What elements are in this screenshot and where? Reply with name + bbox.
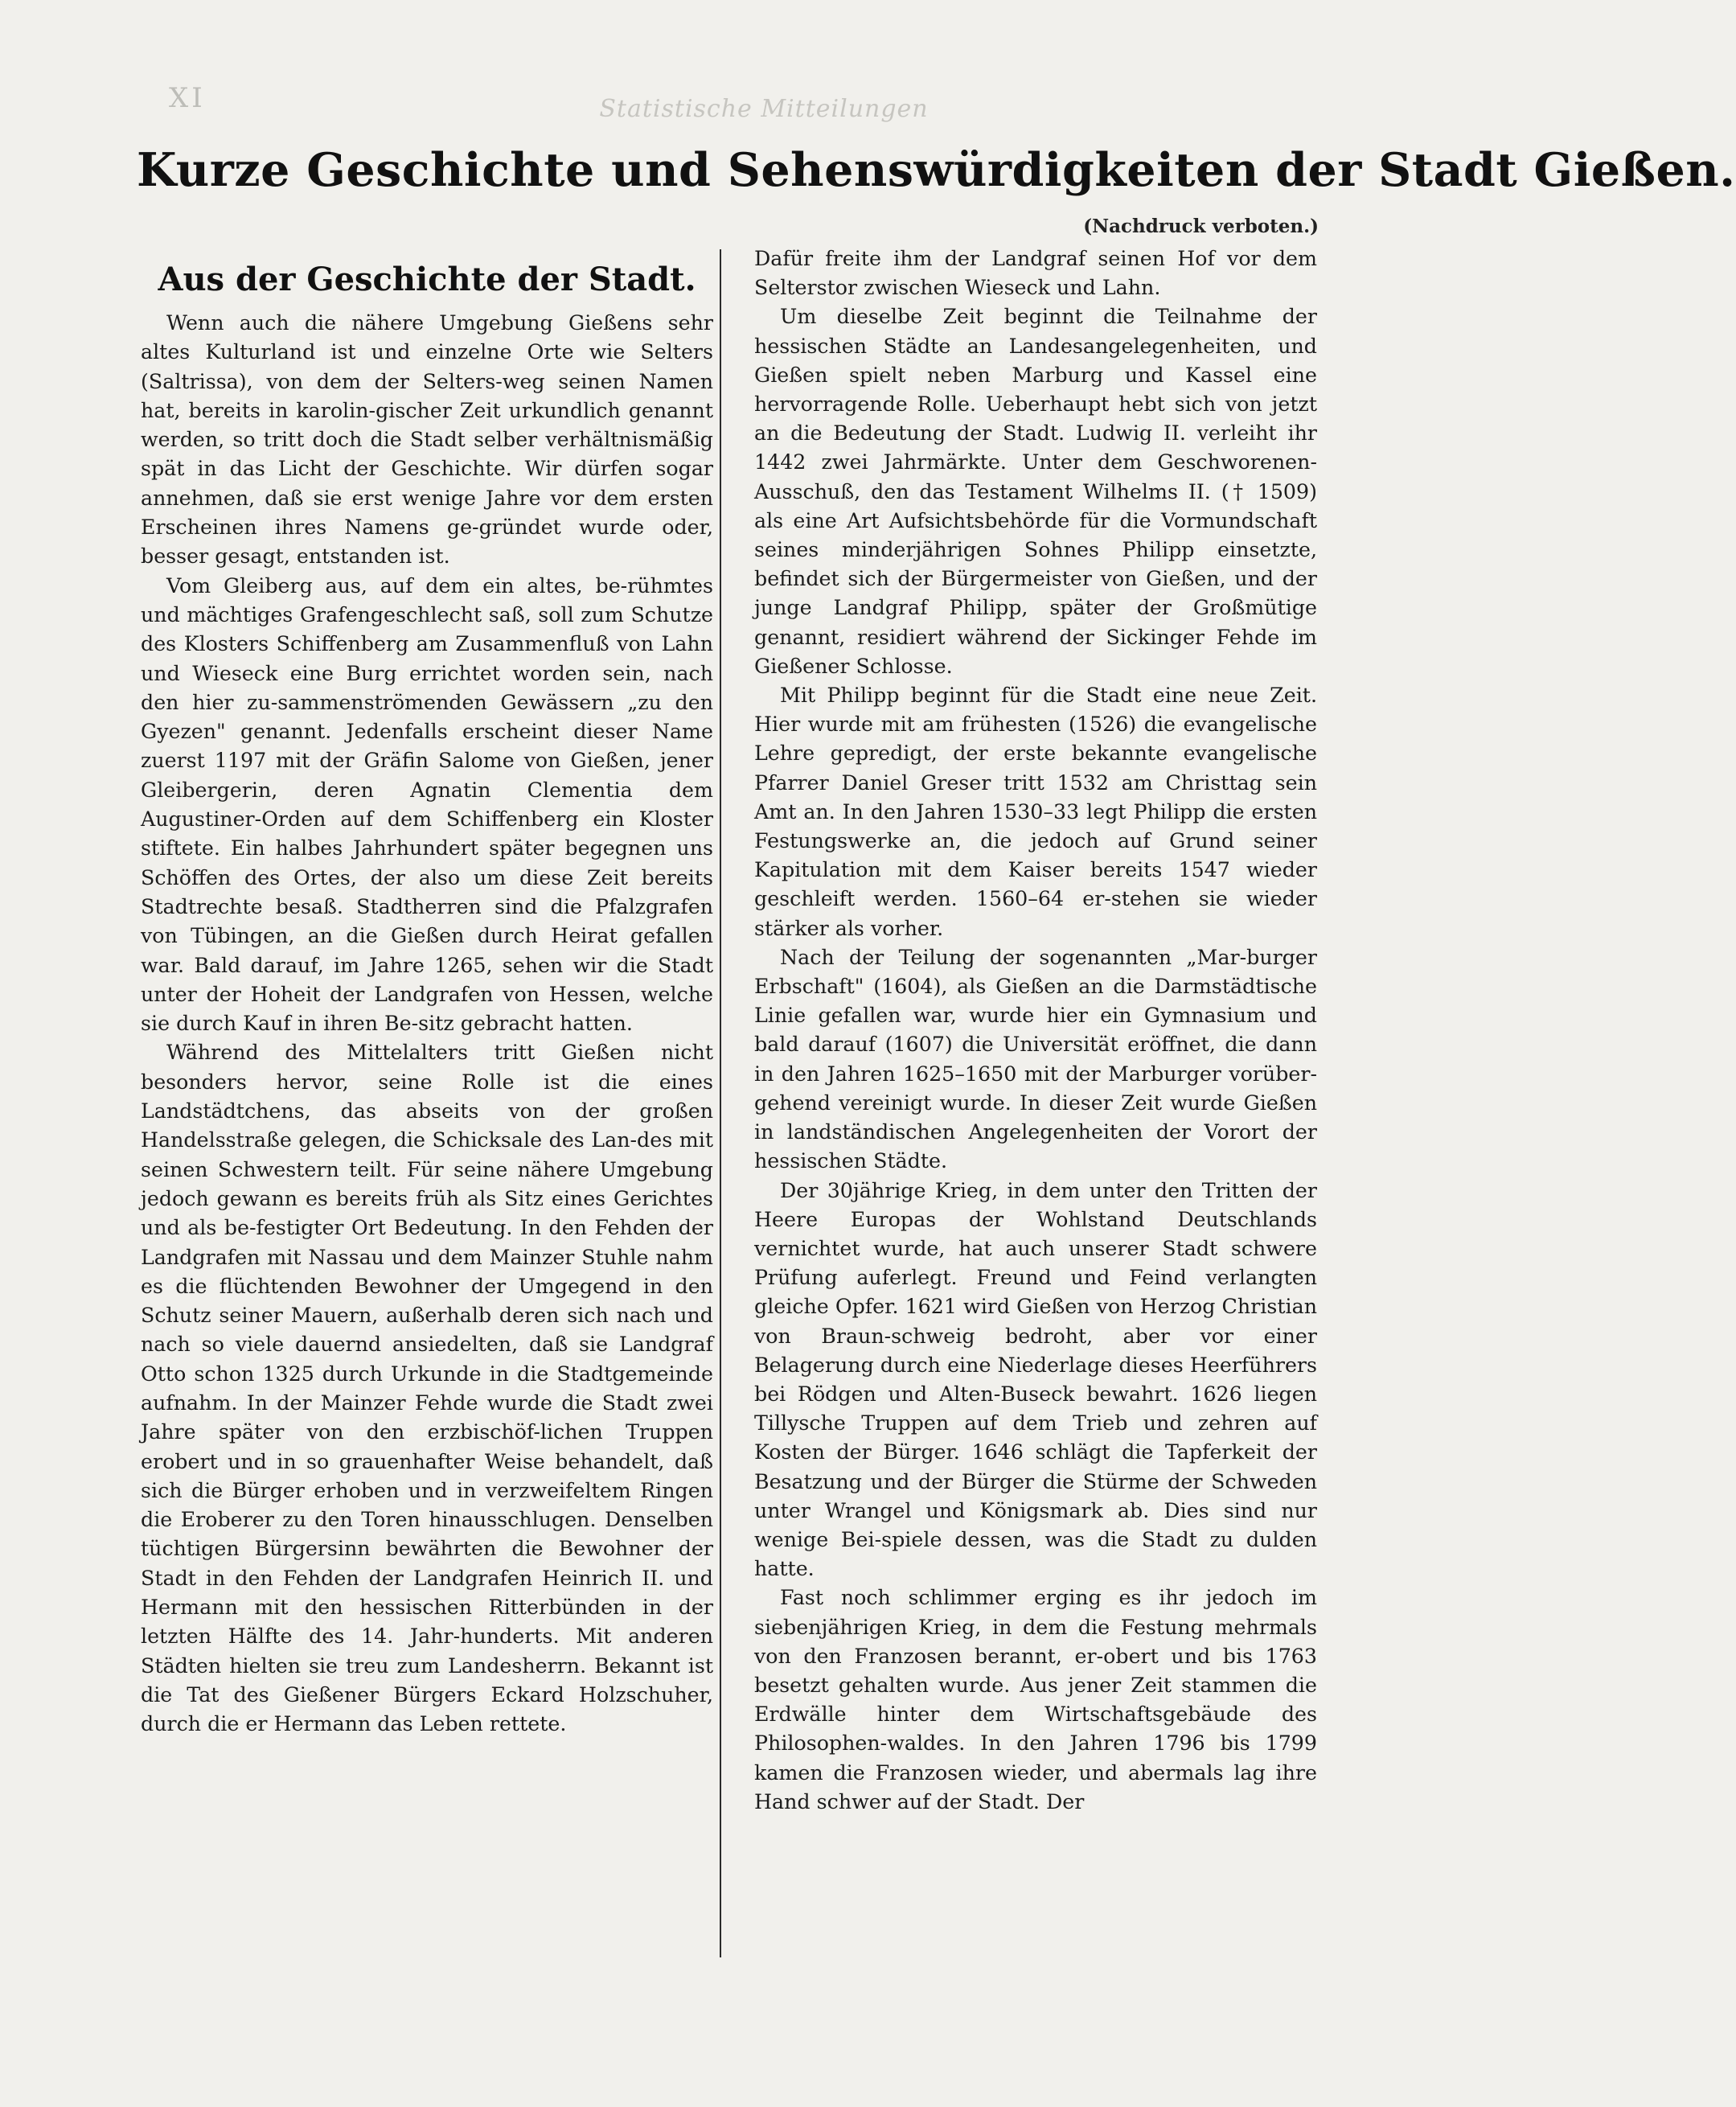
paragraph: Um dieselbe Zeit beginnt die Teilnahme der hessischen Städte an Landesangelegenheiten, und Gießen spielt neben Marburg und Kassel eine hervorragende Rolle. Ueberhaupt hebt sich von jetzt an die Bedeutung der Stadt. Ludwig II. verleiht ihr 1442 zwei Jahrmärkte. Unter dem Geschworenen-Ausschuß, den das Testament Wilhelms II. († 1509) als eine Art Aufsichtsbehörde für die Vormundschaft seines minderjährigen Sohnes Philipp einsetzte, befindet sich der Bürgermeister von Gießen, und der junge Landgraf Philipp, später der Großmütige genannt, residiert während der Sickinger Fehde im Gießener Schlosse.	[754, 305, 1317, 678]
left-column	[141, 256, 713, 1739]
paragraph: Dafür freite ihm der Landgraf seinen Hof vor dem Selterstor zwischen Wieseck und Lahn.	[754, 247, 1317, 300]
reprint-note: (Nachdruck verboten.)	[1083, 216, 1319, 237]
paragraph: Vom Gleiberg aus, auf dem ein altes, be-rühmtes und mächtiges Grafengeschlecht saß, soll zum Schutze des Klosters Schiffenberg am Zusammenfluß von Lahn und Wieseck eine Burg errichtet worden sein, nach den hier zu-sammenströmenden Gewässern „zu den Gyezen" genannt. Jedenfalls erscheint dieser Name zuerst 1197 mit der Gräfin Salome von Gießen, jener Gleibergerin, deren Agnatin Clementia dem Augustiner-Orden auf dem Schiffenberg ein Kloster stiftete. Ein halbes Jahrhundert später begegnen uns Schöffen des Ortes, der also um diese Zeit bereits Stadtrechte besaß. Stadtherren sind die Pfalzgrafen von Tübingen, an die Gießen durch Heirat gefallen war. Bald darauf, im Jahre 1265, sehen wir die Stadt unter der Hoheit der Landgrafen von Hessen, welche sie durch Kauf in ihren Be-sitz gebracht hatten.	[141, 573, 713, 1036]
paragraph: Der 30jährige Krieg, in dem unter den Tritten der Heere Europas der Wohlstand Deutschlands vernichtet wurde, hat auch unserer Stadt schwere Prüfung auferlegt. Freund und Feind verlangten gleiche Opfer. 1621 wird Gießen von Herzog Christian von Braun-schweig bedroht, aber vor einer Belagerung durch eine Niederlage dieses Heerführers bei Rödgen und Alten-Buseck bewahrt. 1626 liegen Tillysche Truppen auf dem Trieb und zehren auf Kosten der Bürger. 1646 schlägt die Tapferkeit der Besatzung und der Bürger die Stürme der Schweden unter Wrangel und Königsmark ab. Dies sind nur wenige Bei-spiele dessen, was die Stadt zu dulden hatte.	[754, 1178, 1317, 1581]
paragraph: Während des Mittelalters tritt Gießen nicht besonders hervor, seine Rolle ist die eines Landstädtchens, das abseits von der großen Handelsstraße gelegen, die Schicksale des Lan-des mit seinen Schwestern teilt. Für seine nähere Umgebung jedoch gewann es bereits früh als Sitz eines Gerichtes und als be-festigter Ort Bedeutung. In den Fehden der Landgrafen mit Nassau und dem Mainzer Stuhle nahm es die flüchtenden Bewohner der Umgegend in den Schutz seiner Mauern, außerhalb deren sich nach und nach so viele dauernd ansiedelten, daß sie Landgraf Otto schon 1325 durch Urkunde in die Stadtgemeinde aufnahm. In der Mainzer Fehde wurde die Stadt zwei Jahre später von den erzbischöf-lichen Truppen erobert und in so grauenhafter Weise behandelt, daß sich die Bürger erhoben und in verzweifeltem Ringen die Eroberer zu den Toren hinausschlugen. Denselben tüchtigen Bürgersinn bewährten die Bewohner der Stadt in den Fehden der Landgrafen Heinrich II. und Hermann mit den hessischen Ritterbünden in der letzten Hälfte des 14. Jahr-hunderts. Mit anderen Städten hielten sie treu zum Landesherrn. Bekannt ist die Tat des Gießener Bürgers Eckard Holzschuher, durch die er Hermann das Leben rettete.	[141, 1041, 713, 1736]
article-title: Kurze Geschichte und Sehenswürdigkeiten der Stadt Gießen.	[137, 143, 1736, 197]
paragraph: Nach der Teilung der sogenannten „Mar-burger Erbschaft" (1604), als Gießen an die Darmstädtische Linie gefallen war, wurde hier ein Gymnasium und bald darauf (1607) die Universität eröffnet, die dann in den Jahren 1625–1650 mit der Marburger vorüber-gehend vereinigt wurde. In dieser Zeit wurde Gießen in landständischen Angelegenheiten der Vorort der hessischen Städte.	[754, 945, 1317, 1173]
section-heading: Aus der Geschichte der Stadt.	[158, 261, 696, 298]
paragraph: Mit Philipp beginnt für die Stadt eine neue Zeit. Hier wurde mit am frühesten (1526) die evangelische Lehre gepredigt, der erste bekannte evangelische Pfarrer Daniel Greser tritt 1532 am Christtag sein Amt an. In den Jahren 1530–33 legt Philipp die ersten Festungswerke an, die jedoch auf Grund seiner Kapitulation mit dem Kaiser bereits 1547 wieder geschleift werden. 1560–64 er-stehen sie wieder stärker als vorher.	[754, 684, 1317, 940]
paragraph: Wenn auch die nähere Umgebung Gießens sehr altes Kulturland ist und einzelne Orte wie Selters (Saltrissa), von dem der Selters-weg seinen Namen hat, bereits in karolin-gischer Zeit urkundlich genannt werden, so tritt doch die Stadt selber verhältnismäßig spät in das Licht der Geschichte. Wir dürfen sogar annehmen, daß sie erst wenige Jahre vor dem ersten Erscheinen ihres Namens ge-gründet wurde oder, besser gesagt, entstanden ist.	[141, 311, 713, 569]
paragraph: Fast noch schlimmer erging es ihr jedoch im siebenjährigen Krieg, in dem die Festung mehrmals von den Franzosen berannt, er-obert und bis 1763 besetzt gehalten wurde. Aus jener Zeit stammen die Erdwälle hinter dem Wirtschaftsgebäude des Philosophen-waldes. In den Jahren 1796 bis 1799 kamen die Franzosen wieder, und abermals lag ihre Hand schwer auf der Stadt. Der	[754, 1586, 1317, 1813]
page-number: XI	[169, 82, 206, 114]
right-column	[754, 244, 1317, 1817]
column-divider	[720, 249, 721, 1957]
faint-header: Statistische Mitteilungen	[599, 95, 929, 123]
